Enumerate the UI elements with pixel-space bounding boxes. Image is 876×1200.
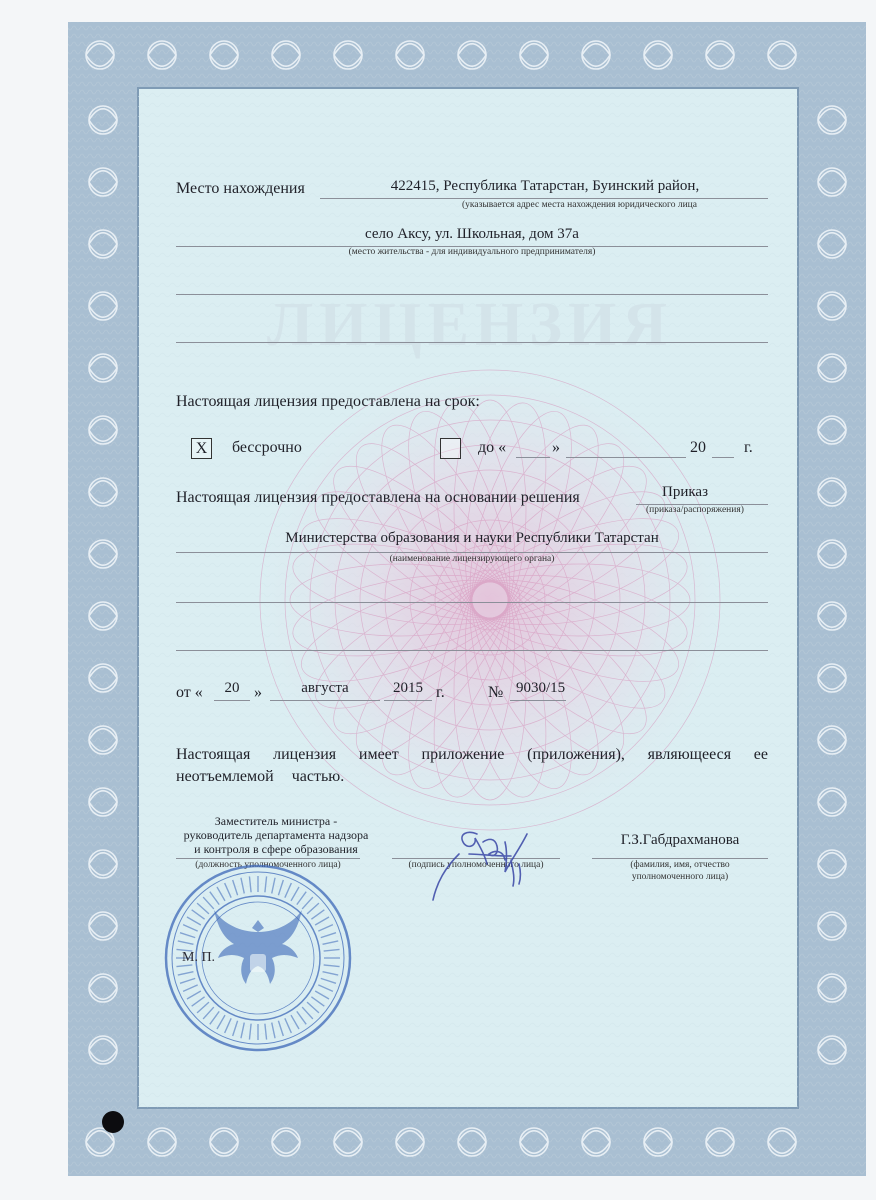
signature-caption: (подпись уполномоченного лица) xyxy=(408,860,544,870)
name-caption-2: уполномоченного лица) xyxy=(631,872,729,882)
name-caption-1: (фамилия, имя, отчество xyxy=(630,860,730,870)
address-line-2: село Аксу, ул. Школьная, дом 37а xyxy=(365,226,579,242)
address-caption-2: (место жительства - для индивидуального предпринимателя) xyxy=(348,247,596,257)
decision-year-suffix: г. xyxy=(436,684,445,701)
until-year-prefix: 20 xyxy=(690,439,706,456)
basis-doc-type-caption: (приказа/распоряжения) xyxy=(646,505,744,515)
until-label: до « xyxy=(478,439,507,456)
position-caption: (должность уполномоченного лица) xyxy=(195,860,341,870)
signatory-position-3: и контроля в сфере образования xyxy=(194,842,358,856)
appendix-paragraph: Настоящая лицензия имеет приложение (приложения), являющееся ее неотъемлемой частью. xyxy=(176,746,768,785)
basis-heading: Настоящая лицензия предоставлена на основании решения xyxy=(176,489,580,506)
handwritten-signature xyxy=(415,820,545,910)
term-heading: Настоящая лицензия предоставлена на срок: xyxy=(176,393,480,410)
indefinite-checkbox: X xyxy=(191,438,212,459)
authority-caption: (наименование лицензирующего органа) xyxy=(389,554,555,564)
basis-doc-type: Приказ xyxy=(662,484,709,500)
seal-mark: М. П. xyxy=(182,950,216,965)
decision-from-label: от « xyxy=(176,684,203,701)
decision-month: августа xyxy=(301,680,349,696)
decision-number-sign: № xyxy=(488,684,504,701)
signatory-position-2: руководитель департамента надзора xyxy=(183,828,369,842)
licensing-authority: Министерства образования и науки Республики Татарстан xyxy=(285,530,659,546)
address-line-1: 422415, Республика Татарстан, Буинский район, xyxy=(390,178,700,194)
indefinite-label: бессрочно xyxy=(232,439,302,456)
until-checkbox xyxy=(440,438,461,459)
location-label: Место нахождения xyxy=(176,180,305,197)
svg-text:ЛИЦЕНЗИЯ: ЛИЦЕНЗИЯ xyxy=(267,291,673,359)
decision-number: 9030/15 xyxy=(516,680,566,696)
decision-year: 2015 xyxy=(393,680,423,696)
signatory-name: Г.З.Габдрахманова xyxy=(620,832,740,848)
signatory-position-1: Заместитель министра - xyxy=(214,814,338,828)
punch-hole xyxy=(102,1111,124,1133)
address-caption-1: (указывается адрес места нахождения юридического лица xyxy=(462,200,697,210)
until-year-suffix: г. xyxy=(744,439,753,456)
decision-day: 20 xyxy=(224,680,240,696)
decision-quote-close: » xyxy=(254,684,262,701)
until-quote-close: » xyxy=(552,439,560,456)
